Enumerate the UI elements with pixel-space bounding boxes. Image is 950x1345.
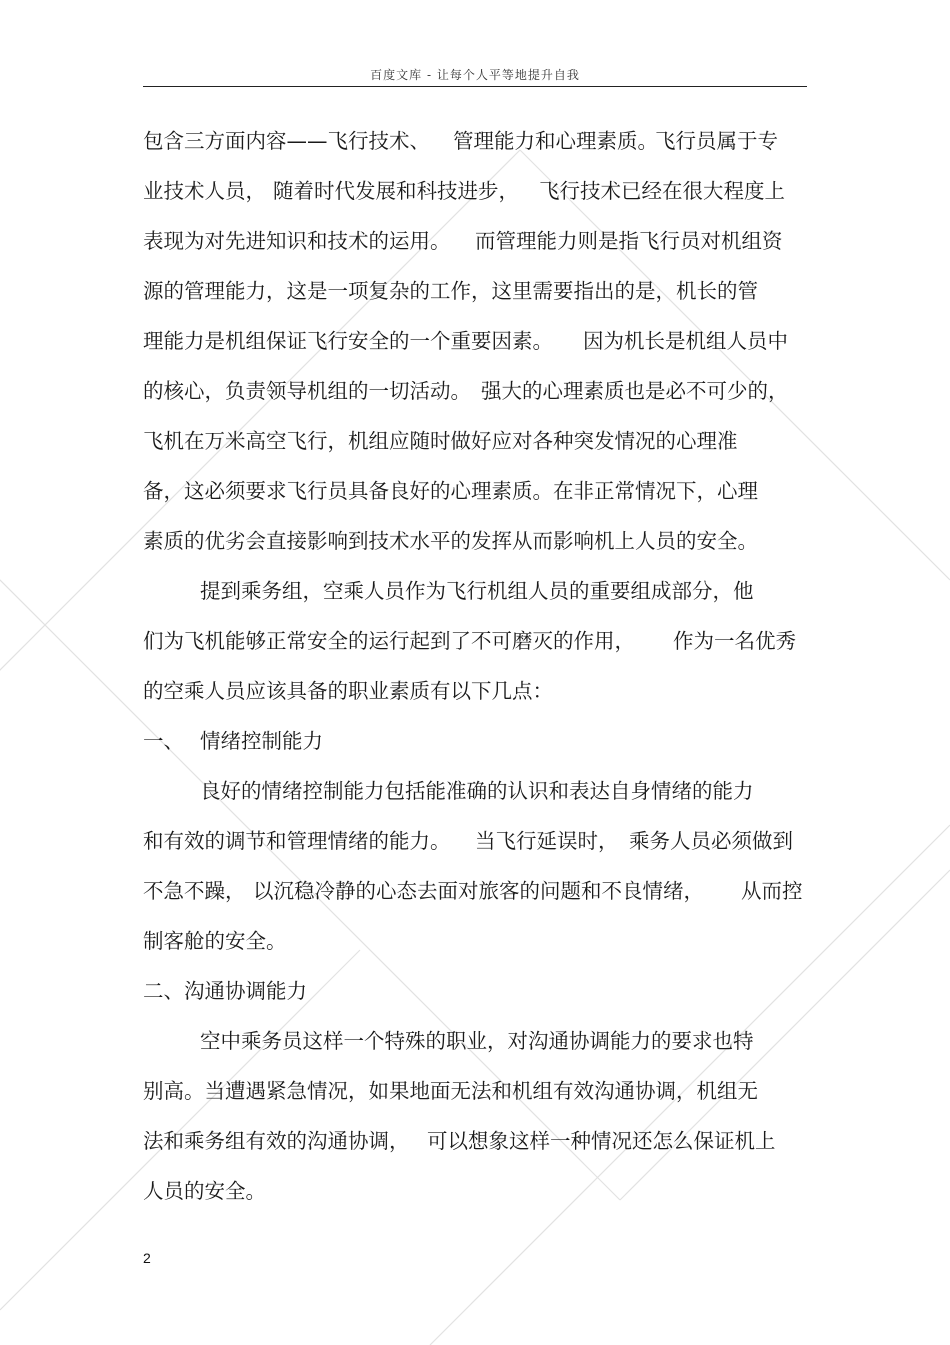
text-segment: 强大的心理素质也是必不可少的， xyxy=(481,379,789,403)
text-line xyxy=(143,424,813,474)
text-line xyxy=(143,774,813,824)
text-segment: 业技术人员， xyxy=(143,179,266,203)
text-line xyxy=(143,474,813,524)
text-segment: 备，这必须要求飞行员具备良好的心理素质。在非正常情况下，心理 xyxy=(143,479,758,503)
text-line xyxy=(143,374,813,424)
text-line xyxy=(143,224,813,274)
text-segment: 的空乘人员应该具备的职业素质有以下几点： xyxy=(143,679,553,703)
section-heading xyxy=(143,974,813,1024)
text-line xyxy=(143,1074,813,1124)
page-header: 百度文库 - 让每个人平等地提升自我 xyxy=(370,68,580,82)
text-line xyxy=(143,274,813,324)
text-segment: 良好的情绪控制能力包括能准确的认识和表达自身情绪的能力 xyxy=(200,779,754,803)
section-title: 二、沟通协调能力 xyxy=(143,979,307,1003)
text-segment: 和有效的调节和管理情绪的能力。 xyxy=(143,829,451,853)
page-number: 2 xyxy=(143,1250,151,1266)
text-segment: 飞机在万米高空飞行，机组应随时做好应对各种突发情况的心理准 xyxy=(143,429,738,453)
text-line xyxy=(143,574,813,624)
text-line xyxy=(143,1174,813,1224)
text-segment: 飞行员属于专 xyxy=(655,129,778,153)
text-segment: 以沉稳冷静的心态去面对旅客的问题和不良情绪， xyxy=(253,879,704,903)
section-title: 情绪控制能力 xyxy=(200,729,323,753)
header-divider xyxy=(143,86,807,87)
text-line xyxy=(143,524,813,574)
text-segment: 别高。当遭遇紧急情况，如果地面无法和机组有效沟通协调，机组无 xyxy=(143,1079,758,1103)
text-segment: 理能力是机组保证飞行安全的一个重要因素。 xyxy=(143,329,553,353)
text-segment: 素质的优劣会直接影响到技术水平的发挥从而影响机上人员的安全。 xyxy=(143,529,758,553)
text-segment: 当飞行延误时， xyxy=(475,829,619,853)
text-segment: 制客舱的安全。 xyxy=(143,929,287,953)
text-segment: 表现为对先进知识和技术的运用。 xyxy=(143,229,451,253)
text-segment: 源的管理能力，这是一项复杂的工作，这里需要指出的是，机长的管 xyxy=(143,279,758,303)
text-segment: 的核心，负责领导机组的一切活动。 xyxy=(143,379,471,403)
text-segment: 从而控 xyxy=(741,879,803,903)
text-line xyxy=(143,674,813,724)
section-number: 一、 xyxy=(143,729,184,753)
text-line xyxy=(143,174,813,224)
text-segment: 因为机长是机组人员中 xyxy=(583,329,788,353)
text-segment: 法和乘务组有效的沟通协调， xyxy=(143,1129,410,1153)
text-segment: 飞行技术已经在很大程度上 xyxy=(539,179,785,203)
text-segment: 不急不躁， xyxy=(143,879,246,903)
text-segment: 们为飞机能够正常安全的运行起到了不可磨灭的作用， xyxy=(143,629,635,653)
text-line xyxy=(143,124,813,174)
text-segment: 乘务人员必须做到 xyxy=(629,829,793,853)
text-line xyxy=(143,1024,813,1074)
text-segment: 作为一名优秀 xyxy=(673,629,796,653)
text-line xyxy=(143,324,813,374)
text-segment: 提到乘务组，空乘人员作为飞行机组人员的重要组成部分，他 xyxy=(200,579,754,603)
text-segment: 可以想象这样一种情况还怎么保证机上 xyxy=(427,1129,776,1153)
text-line xyxy=(143,824,813,874)
section-heading xyxy=(143,724,813,774)
text-segment: 随着时代发展和科技进步， xyxy=(273,179,519,203)
text-segment: 空中乘务员这样一个特殊的职业，对沟通协调能力的要求也特 xyxy=(200,1029,754,1053)
text-segment: 包含三方面内容——飞行技术、 xyxy=(143,129,430,153)
text-segment: 管理能力和心理素质。 xyxy=(453,129,658,153)
text-line xyxy=(143,624,813,674)
document-body xyxy=(143,124,813,1224)
text-line xyxy=(143,1124,813,1174)
text-line xyxy=(143,874,813,924)
text-line xyxy=(143,924,813,974)
text-segment: 而管理能力则是指飞行员对机组资 xyxy=(475,229,783,253)
text-segment: 人员的安全。 xyxy=(143,1179,266,1203)
